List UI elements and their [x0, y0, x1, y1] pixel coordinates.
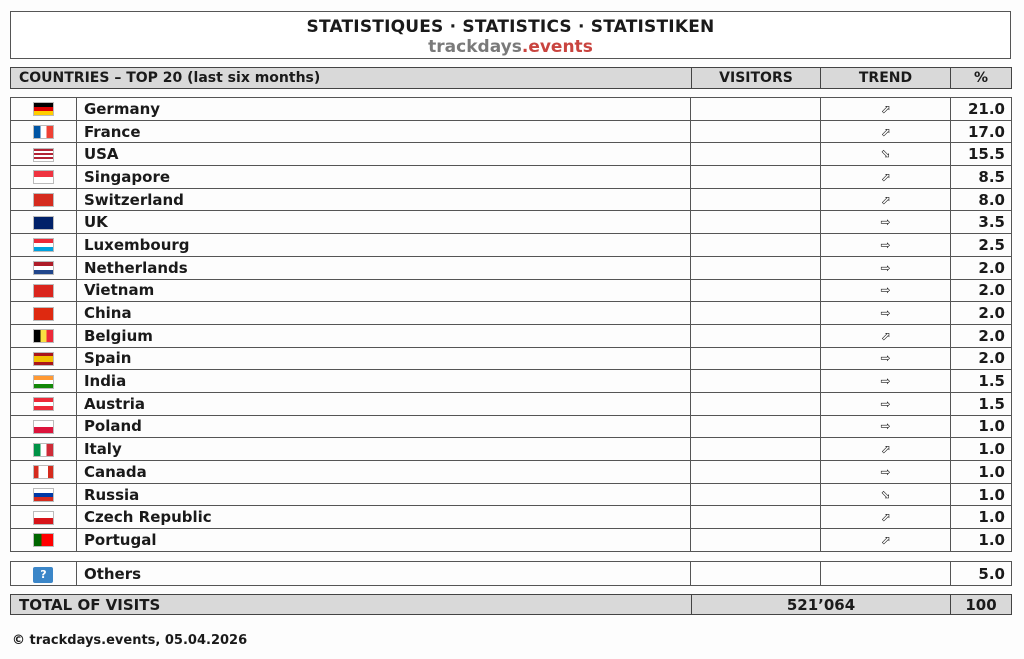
- percent-value: 1.0: [950, 415, 1011, 438]
- flag-cell: [11, 120, 77, 143]
- flag-cell: [11, 506, 77, 529]
- flag-cell: [11, 143, 77, 166]
- table-row: [11, 324, 1012, 347]
- austria-flag: [33, 397, 54, 411]
- percent-value: 2.5: [950, 234, 1011, 257]
- flag-cell: [11, 166, 77, 189]
- spain-flag: [33, 352, 54, 366]
- trend-cell: [821, 392, 951, 415]
- table-row: [11, 483, 1012, 506]
- table-row: [11, 347, 1012, 370]
- trend-cell: [821, 234, 951, 257]
- trend-flat-icon: ⇨: [880, 237, 891, 252]
- singapore-flag: [33, 170, 54, 184]
- country-name: Italy: [76, 438, 690, 461]
- visitors-cell: [691, 415, 821, 438]
- trend-cell: [821, 461, 951, 484]
- trend-up-icon: ⇨: [877, 327, 895, 345]
- country-name: China: [76, 302, 690, 325]
- country-name: Russia: [76, 483, 690, 506]
- flag-cell: [11, 211, 77, 234]
- luxembourg-flag: [33, 238, 54, 252]
- trend-cell: [821, 143, 951, 166]
- italy-flag: [33, 443, 54, 457]
- flag-cell: [11, 188, 77, 211]
- visitors-cell: [691, 562, 821, 586]
- visitors-cell: [691, 347, 821, 370]
- trend-cell: [821, 483, 951, 506]
- brand-name-part1: trackdays: [428, 37, 522, 57]
- percent-value: 17.0: [950, 120, 1011, 143]
- france-flag: [33, 125, 54, 139]
- flag-cell: [11, 256, 77, 279]
- trend-flat-icon: ⇨: [880, 374, 891, 389]
- country-name: Vietnam: [76, 279, 690, 302]
- header-percent: %: [951, 67, 1012, 89]
- trend-cell: [821, 302, 951, 325]
- trend-cell: [821, 98, 951, 121]
- usa-flag: [33, 148, 54, 162]
- percent-value: 2.0: [950, 347, 1011, 370]
- percent-value: 3.5: [950, 211, 1011, 234]
- country-name: UK: [76, 211, 690, 234]
- visitors-cell: [691, 483, 821, 506]
- flag-cell: [11, 415, 77, 438]
- visitors-cell: [691, 529, 821, 552]
- trend-cell: [821, 188, 951, 211]
- trend-down-icon: ⇨: [877, 145, 895, 163]
- portugal-flag: [33, 533, 54, 547]
- table-row: [11, 143, 1012, 166]
- india-flag: [33, 375, 54, 389]
- country-name: Luxembourg: [76, 234, 690, 257]
- visitors-cell: [691, 166, 821, 189]
- percent-value: 1.0: [950, 483, 1011, 506]
- country-name: Germany: [76, 98, 690, 121]
- visitors-cell: [691, 234, 821, 257]
- percent-value: 1.0: [950, 461, 1011, 484]
- trend-up-icon: ⇨: [877, 440, 895, 458]
- country-name: Canada: [76, 461, 690, 484]
- flag-cell: [11, 98, 77, 121]
- china-flag: [33, 307, 54, 321]
- table-row-others: [11, 562, 1012, 586]
- table-row: [11, 415, 1012, 438]
- country-name: USA: [76, 143, 690, 166]
- footer-copyright: © trackdays.events, 05.04.2026: [12, 633, 248, 648]
- country-name: Austria: [76, 392, 690, 415]
- percent-value: 1.0: [950, 506, 1011, 529]
- others-table: [10, 561, 1012, 586]
- vietnam-flag: [33, 284, 54, 298]
- table-row: [11, 529, 1012, 552]
- country-name: Spain: [76, 347, 690, 370]
- percent-value: 1.0: [950, 529, 1011, 552]
- visitors-cell: [691, 256, 821, 279]
- header-trend: TREND: [821, 67, 951, 89]
- title-box: [10, 11, 1011, 59]
- trend-cell: [821, 279, 951, 302]
- percent-value: 1.0: [950, 438, 1011, 461]
- trend-flat-icon: ⇨: [880, 419, 891, 434]
- visitors-cell: [691, 279, 821, 302]
- percent-value: 5.0: [951, 562, 1012, 586]
- countries-table-body: [11, 98, 1012, 552]
- country-name: Poland: [76, 415, 690, 438]
- flag-cell: [11, 234, 77, 257]
- trend-down-icon: ⇨: [877, 486, 895, 504]
- total-label: TOTAL OF VISITS: [10, 594, 692, 615]
- trend-cell: [821, 529, 951, 552]
- percent-value: 2.0: [950, 256, 1011, 279]
- trend-up-icon: ⇨: [877, 168, 895, 186]
- table-row: [11, 98, 1012, 121]
- table-row: [11, 120, 1012, 143]
- brand-name: [11, 37, 1010, 57]
- trend-cell: [821, 211, 951, 234]
- flag-cell: [11, 347, 77, 370]
- table-row: [11, 234, 1012, 257]
- trend-flat-icon: ⇨: [880, 215, 891, 230]
- switzerland-flag: [33, 193, 54, 207]
- visitors-cell: [691, 120, 821, 143]
- percent-value: 1.5: [950, 370, 1011, 393]
- trend-flat-icon: ⇨: [880, 260, 891, 275]
- visitors-cell: [691, 392, 821, 415]
- table-row: [11, 370, 1012, 393]
- flag-cell: [11, 529, 77, 552]
- trend-cell: [821, 506, 951, 529]
- total-visitors: 521’064: [692, 594, 951, 615]
- question-mark-icon: ?: [33, 567, 53, 583]
- flag-cell: [11, 370, 77, 393]
- germany-flag: [33, 102, 54, 116]
- trend-up-icon: ⇨: [877, 123, 895, 141]
- total-percent: 100: [951, 594, 1012, 615]
- percent-value: 8.5: [950, 166, 1011, 189]
- uk-flag: [33, 216, 54, 230]
- country-name: France: [76, 120, 690, 143]
- country-name: Others: [76, 562, 690, 586]
- percent-value: 21.0: [950, 98, 1011, 121]
- trend-up-icon: ⇨: [877, 508, 895, 526]
- visitors-cell: [691, 438, 821, 461]
- poland-flag: [33, 420, 54, 434]
- table-row: [11, 461, 1012, 484]
- table-row: [11, 211, 1012, 234]
- trend-flat-icon: ⇨: [880, 464, 891, 479]
- flag-cell: [11, 438, 77, 461]
- table-row: [11, 506, 1012, 529]
- countries-table: [10, 97, 1012, 552]
- percent-value: 1.5: [950, 392, 1011, 415]
- trend-cell: [821, 415, 951, 438]
- flag-cell: [11, 461, 77, 484]
- flag-cell: [11, 324, 77, 347]
- trend-cell: [821, 166, 951, 189]
- table-row: [11, 166, 1012, 189]
- visitors-cell: [691, 506, 821, 529]
- visitors-cell: [691, 302, 821, 325]
- country-name: Netherlands: [76, 256, 690, 279]
- percent-value: 8.0: [950, 188, 1011, 211]
- visitors-cell: [691, 324, 821, 347]
- trend-flat-icon: ⇨: [880, 351, 891, 366]
- visitors-cell: [691, 143, 821, 166]
- flag-cell: [11, 279, 77, 302]
- trend-cell: [821, 347, 951, 370]
- country-name: Belgium: [76, 324, 690, 347]
- total-row: [10, 594, 1012, 615]
- trend-up-icon: ⇨: [877, 531, 895, 549]
- russia-flag: [33, 488, 54, 502]
- trend-cell: [821, 324, 951, 347]
- percent-value: 2.0: [950, 324, 1011, 347]
- czech-flag: [33, 511, 54, 525]
- page-title: STATISTIQUES · STATISTICS · STATISTIKEN: [306, 17, 715, 37]
- trend-flat-icon: ⇨: [880, 283, 891, 298]
- belgium-flag: [33, 329, 54, 343]
- flag-cell: [11, 392, 77, 415]
- trend-cell: [821, 256, 951, 279]
- country-name: Switzerland: [76, 188, 690, 211]
- visitors-cell: [691, 370, 821, 393]
- trend-flat-icon: ⇨: [880, 396, 891, 411]
- visitors-cell: [691, 461, 821, 484]
- header-countries: COUNTRIES – TOP 20 (last six months): [10, 67, 692, 89]
- trend-cell: [821, 562, 951, 586]
- table-row: [11, 256, 1012, 279]
- visitors-cell: [691, 211, 821, 234]
- brand-name-part2: .events: [521, 37, 593, 57]
- netherlands-flag: [33, 261, 54, 275]
- trend-up-icon: ⇨: [877, 100, 895, 118]
- percent-value: 2.0: [950, 302, 1011, 325]
- table-header: [10, 67, 1012, 89]
- table-row: [11, 302, 1012, 325]
- percent-value: 2.0: [950, 279, 1011, 302]
- flag-cell: [11, 562, 77, 586]
- country-name: Czech Republic: [76, 506, 690, 529]
- trend-cell: [821, 370, 951, 393]
- canada-flag: [33, 465, 54, 479]
- trend-cell: [821, 438, 951, 461]
- country-name: India: [76, 370, 690, 393]
- visitors-cell: [691, 188, 821, 211]
- trend-up-icon: ⇨: [877, 191, 895, 209]
- visitors-cell: [691, 98, 821, 121]
- table-row: [11, 188, 1012, 211]
- country-name: Portugal: [76, 529, 690, 552]
- table-row: [11, 392, 1012, 415]
- flag-cell: [11, 483, 77, 506]
- percent-value: 15.5: [950, 143, 1011, 166]
- table-row: [11, 438, 1012, 461]
- country-name: Singapore: [76, 166, 690, 189]
- table-row: [11, 279, 1012, 302]
- flag-cell: [11, 302, 77, 325]
- header-visitors: VISITORS: [692, 67, 821, 89]
- trend-flat-icon: ⇨: [880, 306, 891, 321]
- trend-cell: [821, 120, 951, 143]
